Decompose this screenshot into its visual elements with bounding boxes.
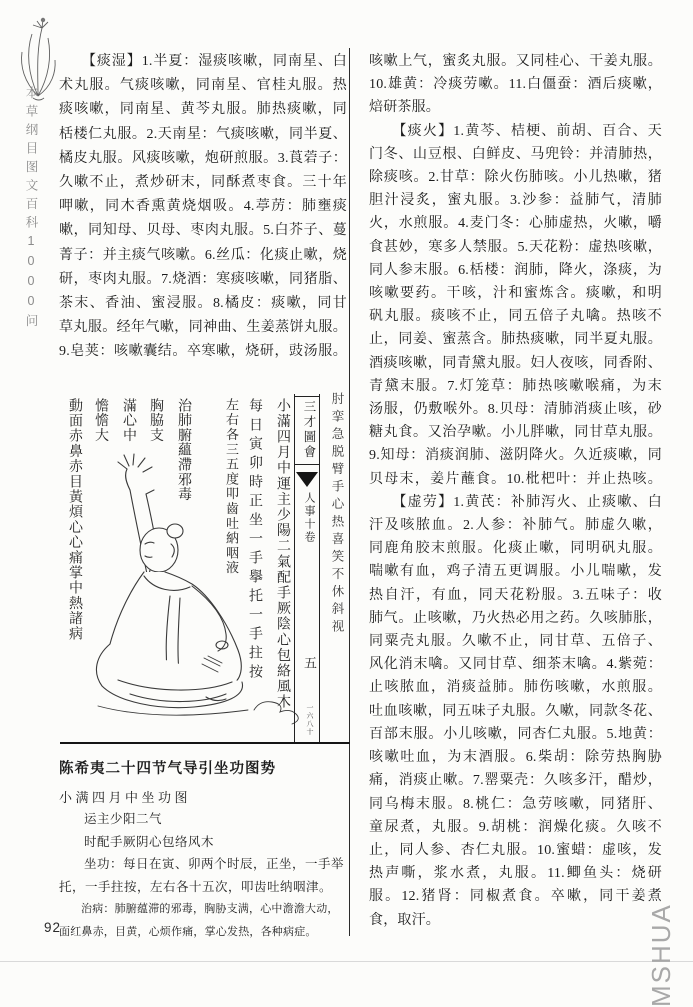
text-line: 菁子：并主痰气咳嗽。6.丝瓜：化痰止嗽，烧 [59, 247, 347, 263]
banxin-volume: 人事十卷 [303, 492, 315, 544]
detail-line: 时配手厥阴心包络风木 [84, 834, 215, 849]
text-line: 同人参末服。6.栝楼：润肺，降火，涤痰，为 [369, 262, 662, 278]
text-line: 草丸服。经年气嗽，同神曲、生姜蒸饼丸服。 [59, 320, 347, 336]
text-line: 食甚妙，寒多人禁服。5.天花粉：虚热咳嗽， [369, 239, 662, 255]
text-line: 喘嗽有血，鸡子清五更调服。小儿喘嗽，发 [369, 564, 662, 580]
text-line: 焙研茶服。 [369, 100, 440, 116]
detail-line: 运主少阳二气 [84, 812, 163, 826]
text-line: 热自汗，有血，同天花粉服。3.五味子：收 [369, 587, 662, 603]
text-line: 痰咳嗽，同南星、黄芩丸服。肺热痰嗽，同 [59, 102, 347, 118]
text-line: 酒痰咳嗽，同青黛丸服。妇人夜咳，同香附、 [369, 355, 662, 371]
text-line: 胆汁浸炙，蜜丸服。3.沙参：益肺气，清肺 [369, 193, 662, 209]
text-line: 术丸服。气痰咳嗽，同南星、官桂丸服。热 [59, 78, 347, 94]
figure-caption: 陈希夷二十四节气导引坐功图势 [59, 761, 276, 777]
detail-line: 托，一手拄按，左右各十五次，叩齿吐纳咽津。 [59, 879, 333, 894]
text-line: 火，水煎服。4.麦门冬：心肺虚热，火嗽，嚼 [369, 216, 662, 232]
text-line: 食，取汗。 [369, 912, 440, 928]
banxin-title: 三才圖會 [302, 400, 316, 460]
text-line: 风化消末噙。又同甘草、细茶末噙。4.紫菀： [369, 657, 662, 673]
spine-book-title: 本草纲目图文百科1000问 [24, 86, 38, 333]
text-line: 呷嗽，同木香熏黄烧烟吸。4.葶苈：肺壅痰 [59, 199, 347, 215]
woodcut-season-column: 小滿四月中運主少陽二氣配手厥陰心包絡風木 [275, 398, 290, 710]
text-line: 止咳脓血，消痰益肺。肺伤咳嗽，水煎服。 [369, 680, 662, 696]
scan-edge-line [0, 961, 693, 962]
left-text-column [59, 50, 347, 365]
text-line: 咳嗽要药。干咳，汁和蜜炼含。痰嗽，和明 [369, 286, 662, 302]
woodcut-cutoff-column: 肘挛急脱臂手心热喜笑不休斜视 [330, 392, 344, 637]
text-line: 同粟壳丸服。久嗽不止，同甘草、五倍子、 [369, 634, 662, 650]
banxin-folio-small: 一六八十 [306, 704, 314, 736]
text-line: 吐血咳嗽，同五味子丸服。久嗽，同款冬花、 [369, 703, 662, 719]
detail-line: 面红鼻赤，目黄，心烦作痛，掌心发热，各种病症。 [59, 925, 317, 938]
text-line: 童尿煮，丸服。9.胡桃：润燥化痰。久咳不 [369, 819, 662, 835]
text-line: 咳嗽上气，蜜炙丸服。又同桂心、干姜丸服。 [369, 54, 662, 69]
text-line: 同乌梅末服。8.桃仁：急劳咳嗽，同猪肝、 [369, 796, 662, 812]
woodcut-symptom-column: 憺憺大 [93, 398, 108, 443]
woodcut-cure-column: 治肺腑蘊滯邪毒 [176, 398, 191, 502]
text-line: 糖丸食。又治孕嗽。小儿胖嗽，同甘草丸服。 [369, 425, 662, 441]
text-line: 矾丸服。痰咳不止，同五倍子丸噙。热咳不 [369, 309, 662, 325]
woodcut-bottom-rule [60, 742, 350, 744]
text-line: 橘皮丸服。风痰咳嗽，炮研煎服。3.莨菪子： [59, 150, 347, 166]
text-line: 止，同姜、蜜蒸含。肺热痰嗽，同半夏丸服。 [369, 332, 662, 348]
text-line: 服。12.猪肾：同椒煮食。卒嗽，同干姜煮 [369, 889, 662, 905]
text-line: 茶末、香油、蜜浸服。8.橘皮：痰嗽，同甘 [59, 296, 347, 312]
text-line: 除痰咳。2.甘草：除火伤肺咳。小儿热嗽，猪 [369, 170, 662, 186]
right-text-column [369, 50, 662, 932]
figure-detail-text [59, 808, 353, 944]
text-line: 同鹿角胶末煎服。化痰止嗽，同明矾丸服。 [369, 541, 662, 557]
text-line: 汗及咳脓血。2.人参：补肺气。肺虚久嗽， [369, 518, 662, 534]
text-line: 门冬、山豆根、白鲜皮、马兜铃：并清肺热， [369, 146, 662, 162]
text-line: 嗽，同知母、贝母、枣肉丸服。5.白芥子、蔓 [59, 223, 347, 239]
text-line: 【虚劳】1.黄芪：补肺泻火、止痰嗽、白 [369, 494, 662, 510]
text-line: 贝母末，姜片蘸食。10.枇杷叶：并止热咳。 [369, 471, 662, 487]
text-line: 止，同人参、杏仁丸服。10.蜜蜡：虚咳，发 [369, 842, 662, 858]
detail-line: 治病：肺腑蕴滞的邪毒，胸胁支满，心中澹澹大动， [81, 903, 339, 916]
text-line: 咳嗽吐血，为末酒服。6.柴胡：除劳热胸胁 [369, 750, 662, 766]
figure-subcaption: 小满四月中坐功图 [59, 790, 192, 805]
title-box-top-rule [294, 396, 320, 397]
text-line: 9.知母：消痰润肺、滋阴降火。久近痰嗽，同 [369, 448, 662, 464]
banxin-left-rule [294, 394, 295, 742]
text-line: 青黛末服。7.灯笼草：肺热咳嗽喉痛，为末 [369, 378, 662, 394]
text-line: 痛，消痰止嗽。7.罂粟壳：久咳多汗，醋炒， [369, 773, 662, 789]
woodcut-left-column: 動面赤鼻赤目黃煩心心痛掌中熱諸病 [67, 398, 82, 642]
woodcut-method-column: 每日寅卯時正坐一手擧托一手拄按 [247, 398, 262, 683]
woodcut-symptom-column: 滿心中 [121, 398, 136, 443]
text-line: 【痰火】1.黄芩、桔梗、前胡、百合、天 [369, 123, 662, 139]
text-line: 肺气。止咳嗽，乃火热必用之药。久咳肺胀， [369, 610, 662, 626]
woodcut-illustration [60, 388, 350, 745]
text-line: 【痰湿】1.半夏：湿痰咳嗽，同南星、白 [59, 54, 347, 69]
woodcut-rhythm-column: 左右各三五度叩齒吐納咽液 [224, 398, 239, 576]
banxin-right-rule [319, 394, 320, 742]
text-line: 研，枣肉丸服。7.烧酒：寒痰咳嗽，同猪脂、 [59, 271, 347, 287]
text-line: 久嗽不止，煮炒研末，同酥煮枣食。三十年 [59, 175, 347, 191]
text-line: 百部末服。小儿咳嗽，同杏仁丸服。5.地黄： [369, 726, 662, 742]
fishtail-mark-icon [296, 472, 318, 487]
text-line: 10.雄黄：冷痰劳嗽。11.白僵蚕：酒后痰嗽， [369, 77, 662, 93]
page-number: 92 [44, 920, 62, 935]
text-line: 汤服，仍敷喉外。8.贝母：清肺消痰止咳，砂 [369, 402, 662, 418]
text-line: 栝楼仁丸服。2.天南星：气痰咳嗽，同半夏、 [59, 126, 347, 142]
text-line: 9.皂荚：咳嗽囊结。卒寒嗽，烧研，豉汤服。 [59, 344, 347, 360]
text-line: 热声嘶，浆水煮，丸服。11.鲫鱼头：烧研 [369, 866, 662, 882]
watermark: MSHUA [646, 903, 676, 1007]
title-box-bottom-rule [294, 464, 320, 465]
detail-line: 坐功：每日在寅、卯两个时辰，正坐，一手举 [84, 857, 345, 872]
banxin-folio: 五 [302, 656, 317, 669]
woodcut-symptom-column: 胸脇支 [148, 398, 163, 443]
